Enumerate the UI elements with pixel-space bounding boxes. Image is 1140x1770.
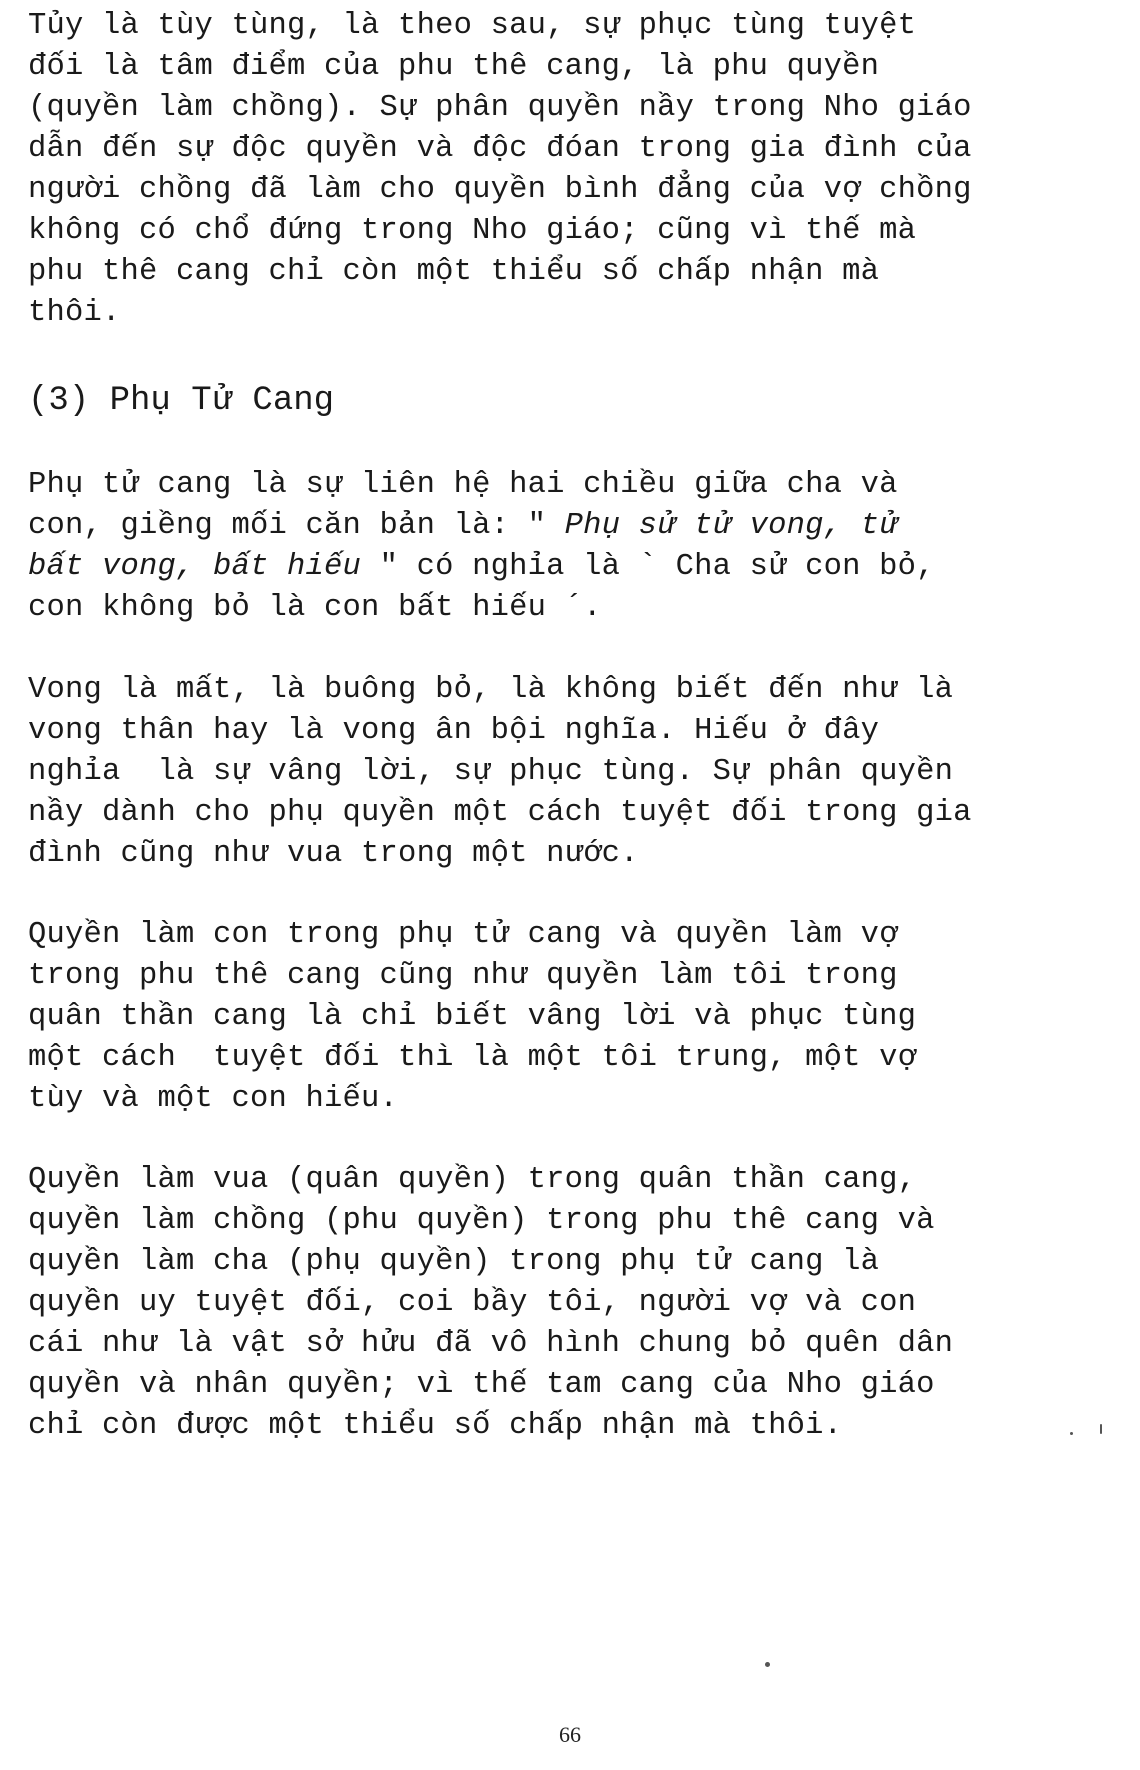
- text-line: đối là tâm điểm của phu thê cang, là phu quyền: [28, 50, 880, 84]
- text-line: [28, 506, 1128, 547]
- text-line: quân thần cang là chỉ biết vâng lời và phục tùng: [28, 1000, 917, 1034]
- text-line: Vong là mất, là buông bỏ, là không biết đến như là: [28, 673, 954, 707]
- paragraph-5: [28, 1160, 1128, 1447]
- text-line: Phụ tử cang là sự liên hệ hai chiều giữa cha và: [28, 468, 898, 502]
- paragraph-3: [28, 670, 1128, 875]
- text-line: Tủy là tùy tùng, là theo sau, sự phục tùng tuyệt: [28, 9, 917, 43]
- paragraph-1: [28, 6, 1128, 334]
- text-run: " có nghỉa là ` Cha sử con bỏ,: [361, 550, 935, 584]
- text-line: thôi.: [28, 296, 121, 330]
- text-line: đình cũng như vua trong một nước.: [28, 837, 639, 871]
- text-line: nghỉa là sự vâng lời, sự phục tùng. Sự phân quyền: [28, 755, 954, 789]
- text-line: quyền uy tuyệt đối, coi bầy tôi, người vợ và con: [28, 1286, 917, 1320]
- text-line: (quyền làm chồng). Sự phân quyền nầy trong Nho giáo: [28, 91, 972, 125]
- text-run: con, giềng mối căn bản là: ": [28, 509, 565, 543]
- text-line: dẫn đến sự độc quyền và độc đóan trong gia đình của: [28, 132, 972, 166]
- quote-italic: bất vong, bất hiếu: [28, 550, 362, 584]
- paragraph-2: [28, 465, 1128, 629]
- paragraph-4: [28, 915, 1128, 1120]
- page-number: 66: [559, 1722, 581, 1747]
- text-line: một cách tuyệt đối thì là một tôi trung, một vợ: [28, 1041, 917, 1075]
- quote-italic: Phụ sử tử vong, tử: [564, 509, 898, 543]
- text-line: Quyền làm vua (quân quyền) trong quân thần cang,: [28, 1163, 917, 1197]
- scan-speck: [1070, 1432, 1073, 1435]
- text-line: quyền làm cha (phụ quyền) trong phụ tử cang là: [28, 1245, 880, 1279]
- text-line: chỉ còn được một thiểu số chấp nhận mà thôi.: [28, 1409, 843, 1443]
- text-line: con không bỏ là con bất hiếu ´.: [28, 591, 602, 625]
- text-line: [28, 547, 1128, 588]
- text-line: tùy và một con hiếu.: [28, 1082, 399, 1116]
- text-line: phu thê cang chỉ còn một thiểu số chấp nhận mà: [28, 255, 880, 289]
- text-line: người chồng đã làm cho quyền bình đẳng của vợ chồng: [28, 173, 972, 207]
- text-line: quyền và nhân quyền; vì thế tam cang của Nho giáo: [28, 1368, 935, 1402]
- text-line: cái như là vật sở hửu đã vô hình chung bỏ quên dân: [28, 1327, 954, 1361]
- scan-speck: [765, 1662, 770, 1667]
- section-heading: (3) Phụ Tử Cang: [28, 382, 335, 420]
- scan-speck: [1100, 1424, 1102, 1434]
- text-line: nầy dành cho phụ quyền một cách tuyệt đối trong gia: [28, 796, 972, 830]
- text-line: không có chổ đứng trong Nho giáo; cũng vì thế mà: [28, 214, 917, 248]
- text-line: Quyền làm con trong phụ tử cang và quyền làm vợ: [28, 918, 898, 952]
- text-line: vong thân hay là vong ân bội nghĩa. Hiếu ở đây: [28, 714, 880, 748]
- text-line: quyền làm chồng (phu quyền) trong phu thê cang và: [28, 1204, 935, 1238]
- text-line: trong phu thê cang cũng như quyền làm tôi trong: [28, 959, 898, 993]
